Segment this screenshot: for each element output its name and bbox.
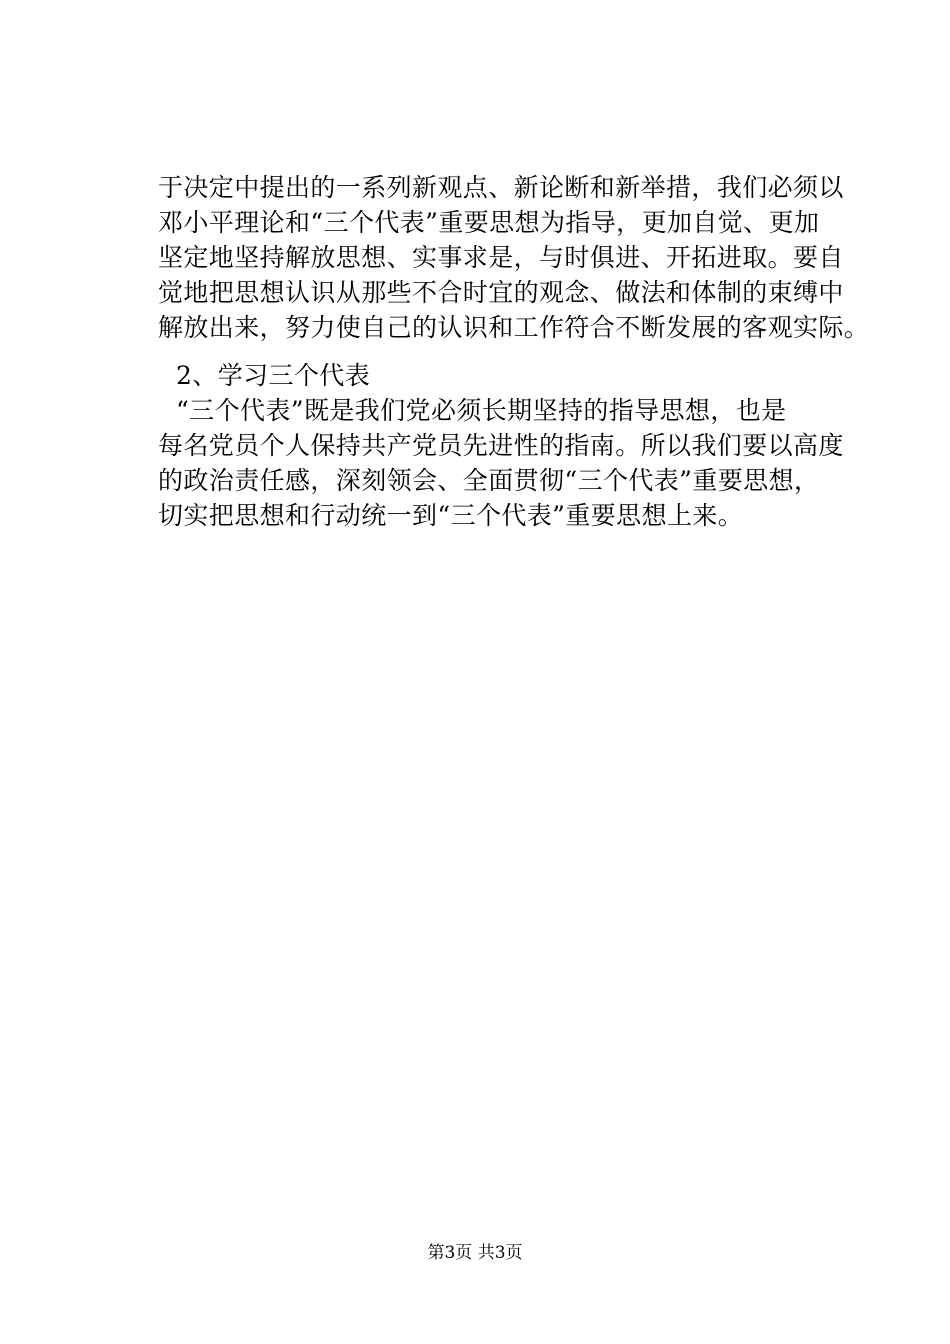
paragraph-1-line-3: 坚定地坚持解放思想、实事求是，与时俱进、开拓进取。要自 — [158, 243, 844, 272]
paragraph-2-line-4: 切实把思想和行动统一到“三个代表”重要思想上来。 — [158, 501, 744, 530]
paragraph-1-line-1: 于决定中提出的一系列新观点、新论断和新举措，我们必须以 — [158, 173, 844, 202]
paragraph-2-line-1: “三个代表”既是我们党必须长期坚持的指导思想，也是 — [176, 396, 787, 425]
paragraph-1-line-4: 觉地把思想认识从那些不合时宜的观念、做法和体制的束缚中 — [158, 278, 844, 307]
section-heading: 2、学习三个代表 — [176, 361, 371, 390]
paragraph-2-line-2: 每名党员个人保持共产党员先进性的指南。所以我们要以高度 — [158, 431, 844, 460]
page-number-footer: 第3页 共3页 — [427, 1243, 523, 1263]
paragraph-2-line-3: 的政治责任感，深刻领会、全面贯彻“三个代表”重要思想， — [158, 466, 820, 495]
paragraph-1-line-2: 邓小平理论和“三个代表”重要思想为指导，更加自觉、更加 — [158, 208, 820, 237]
paragraph-1-line-5: 解放出来，努力使自己的认识和工作符合不断发展的客观实际。 — [158, 313, 870, 342]
